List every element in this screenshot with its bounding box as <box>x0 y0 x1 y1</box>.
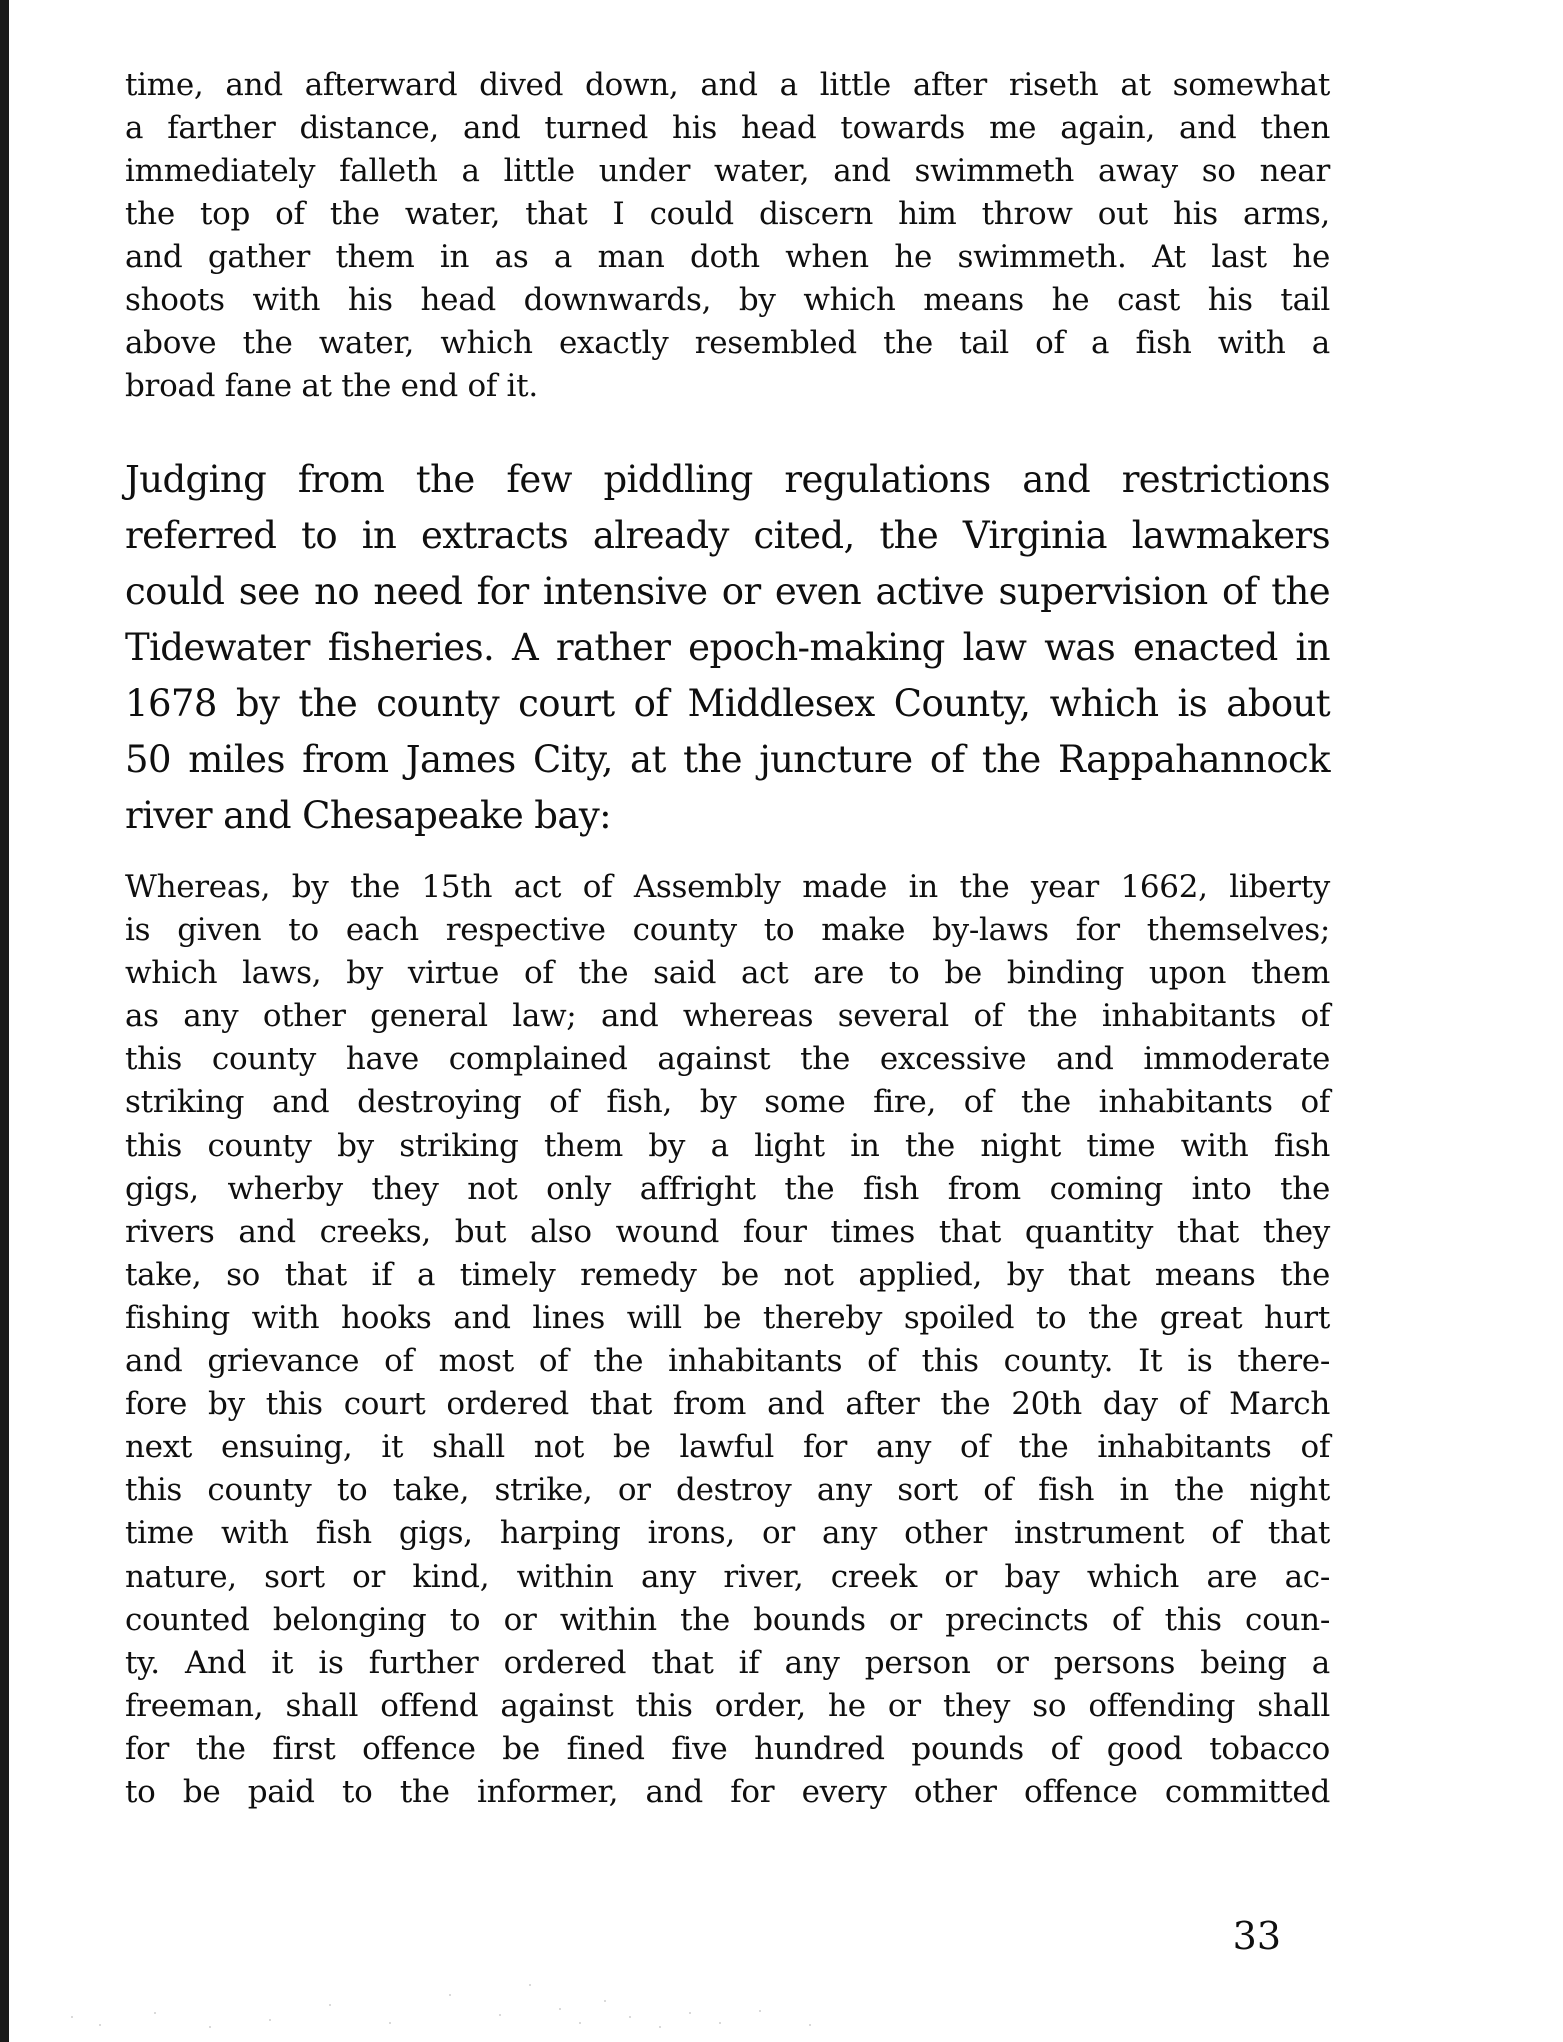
text-line: referred to in extracts already cited, the Virginia lawmakers <box>125 514 1330 557</box>
text-line: immediately falleth a little under water, and swimmeth away so near <box>125 153 1330 189</box>
text-line: striking and destroying of fish, by some fire, of the inhabitants of <box>125 1084 1330 1121</box>
text-line: Tidewater fisheries. A rather epoch-making law was enacted in <box>125 626 1330 669</box>
text-line: time, and afterward dived down, and a little after riseth at somewhat <box>125 67 1330 103</box>
text-line: Judging from the few piddling regulations and restrictions <box>125 458 1330 501</box>
text-line: gigs, wherby they not only affright the fish from coming into the <box>125 1170 1330 1207</box>
text-line: nature, sort or kind, within any river, creek or bay which are ac- <box>125 1558 1330 1595</box>
page-edge <box>0 0 9 2042</box>
text-line: Whereas, by the 15th act of Assembly made in the year 1662, liberty <box>125 869 1330 905</box>
text-line: is given to each respective county to make by-laws for themselves; <box>125 912 1330 949</box>
text-line: to be paid to the informer, and for every other offence committed <box>125 1773 1330 1810</box>
text-line: a farther distance, and turned his head towards me again, and then <box>125 110 1330 146</box>
text-line: broad fane at the end of it. <box>125 368 538 404</box>
text-line: this county have complained against the excessive and immoderate <box>125 1041 1330 1078</box>
text-line: as any other general law; and whereas several of the inhabitants of <box>125 998 1330 1035</box>
scan-noise <box>60 1965 880 2035</box>
page-number: 33 <box>1232 1914 1281 1958</box>
text-line: above the water, which exactly resembled the tail of a fish with a <box>125 325 1330 361</box>
text-line: fishing with hooks and lines will be thereby spoiled to the great hurt <box>125 1299 1330 1336</box>
text-line: rivers and creeks, but also wound four times that quantity that they <box>125 1213 1330 1250</box>
block-quote-middlesex-law <box>125 866 1330 1814</box>
text-line: time with fish gigs, harping irons, or any other instrument of that <box>125 1515 1330 1552</box>
text-line: which laws, by virtue of the said act are to be binding upon them <box>125 955 1330 992</box>
text-line: this county by striking them by a light in the night time with fish <box>125 1127 1330 1164</box>
text-line: the top of the water, that I could discern him throw out his arms, <box>125 196 1330 232</box>
text-line: for the first offence be fined five hundred pounds of good tobacco <box>125 1730 1330 1767</box>
text-line: could see no need for intensive or even active supervision of the <box>125 570 1330 613</box>
text-line: and grievance of most of the inhabitants of this county. It is there- <box>125 1343 1330 1380</box>
text-line: and gather them in as a man doth when he swimmeth. At last he <box>125 239 1330 275</box>
text-line: shoots with his head downwards, by which means he cast his tail <box>125 282 1330 318</box>
text-line: freeman, shall offend against this order, he or they so offending shall <box>125 1687 1330 1724</box>
text-line: counted belonging to or within the bounds or precincts of this coun- <box>125 1601 1330 1638</box>
text-line: 50 miles from James City, at the juncture of the Rappahannock <box>125 738 1330 781</box>
text-line: this county to take, strike, or destroy any sort of fish in the night <box>125 1472 1330 1509</box>
text-line: ty. And it is further ordered that if any person or persons being a <box>125 1644 1330 1681</box>
text-line: take, so that if a timely remedy be not applied, by that means the <box>125 1256 1330 1293</box>
block-quote-continued <box>125 64 1330 408</box>
text-line: next ensuing, it shall not be lawful for any of the inhabitants of <box>125 1429 1330 1466</box>
text-line: river and Chesapeake bay: <box>125 794 612 837</box>
text-line: 1678 by the county court of Middlesex County, which is about <box>125 682 1330 725</box>
text-line: fore by this court ordered that from and after the 20th day of March <box>125 1386 1330 1423</box>
body-paragraph <box>125 452 1330 844</box>
